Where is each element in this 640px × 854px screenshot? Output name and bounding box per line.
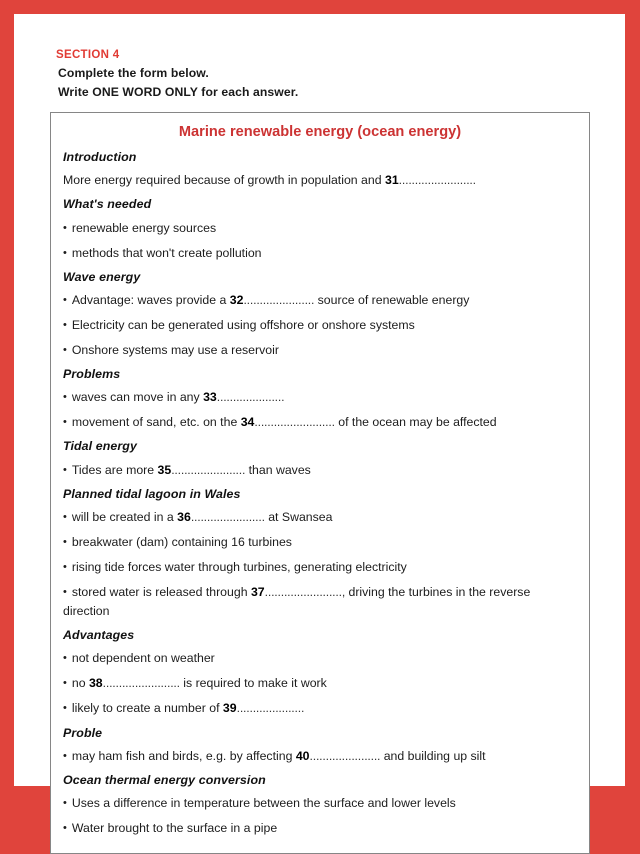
question-number: 31 [384,173,399,188]
answer-blank[interactable]: ....................... [171,462,246,477]
form-section-heading: Proble [63,725,103,740]
form-body [63,146,577,841]
answer-blank[interactable]: ......................... [254,415,335,430]
form-section-heading: Wave energy [63,269,141,284]
question-number: 38 [88,676,103,691]
form-bullet-item [63,216,577,241]
answer-blank[interactable]: ........................, [264,585,346,600]
section-label: SECTION 4 [56,49,120,61]
page-sheet [14,14,625,836]
answer-blank[interactable]: ...................... [243,293,315,307]
form-bullet-item [63,288,577,313]
item-text: likely to create a number of [71,701,223,716]
form-section-heading: Tidal energy [63,439,137,454]
form-section-heading: Advantages [63,628,135,643]
answer-blank[interactable]: ........................ [398,173,476,188]
item-text: may ham fish and birds, e.g. by affecting [71,748,296,763]
question-number: 37 [250,585,265,600]
answer-blank[interactable]: ....................... [190,509,265,524]
item-text: Electricity can be generated using offshore or onshore systems [71,318,415,333]
form-bullet-item [63,410,577,435]
item-text: breakwater (dam) containing 16 turbines [71,534,292,549]
item-text: and building up silt [380,748,486,763]
form-bullet-item [63,671,577,696]
item-text: no [71,676,89,691]
form-title: Marine renewable energy (ocean energy) [178,124,462,141]
form-section-heading: What's needed [63,197,152,212]
answer-blank[interactable]: ...................... [309,748,381,763]
form-bullet-item [63,530,577,555]
question-number: 36 [177,509,191,524]
question-number: 35 [157,462,172,477]
item-text: movement of sand, etc. on the [71,415,241,430]
item-text: Water brought to the surface in a pipe [71,821,278,836]
item-text: waves can move in any [71,390,204,405]
item-text: Onshore systems may use a reservoir [71,343,279,358]
form-bullet-item [63,555,577,580]
item-text: rising tide forces water through turbines, generating electricity [71,560,407,575]
item-text: will be created in a [71,509,178,524]
form-section-heading: Ocean thermal energy conversion [63,772,266,787]
item-text: not dependent on weather [71,651,215,666]
item-text: driving the turbines in the reverse direction [63,585,531,619]
answer-blank[interactable]: ........................ [102,676,180,691]
form-bullet-item [63,241,577,266]
heading-block [14,14,625,103]
item-text: of the ocean may be affected [334,415,497,430]
instruction-line-1: Complete the form below. [58,65,209,80]
form-section-heading: Introduction [63,150,137,165]
form-bullet-item [63,458,577,483]
question-number: 33 [203,390,217,405]
form-section-heading: Planned tidal lagoon in Wales [63,486,241,501]
item-text: than waves [245,462,311,477]
form-bullet-item [63,313,577,338]
item-text: stored water is released through [71,585,251,600]
form-bullet-item [63,580,577,624]
item-text: More energy required because of growth in population and [63,173,385,188]
answer-blank[interactable]: ..................... [216,390,285,405]
question-number: 40 [295,748,310,763]
item-text: source of renewable energy [314,293,470,307]
form-bullet-item [63,385,577,410]
item-text: methods that won't create pollution [71,245,262,260]
item-text: Uses a difference in temperature between the surface and lower levels [71,796,456,811]
form-bullet-item [63,696,577,721]
form-bullet-item [63,791,577,816]
question-number: 39 [222,701,237,716]
item-text: renewable energy sources [71,220,217,235]
form-bullet-item [63,816,577,841]
form-bullet-item [63,338,577,363]
item-text: at Swansea [264,509,333,524]
form-section-heading: Problems [63,367,121,382]
form-bullet-item [63,646,577,671]
item-text: Tides are more [71,462,158,477]
item-text: is required to make it work [179,676,327,691]
form-bullet-item [63,505,577,530]
form-box [50,112,590,854]
question-number: 32 [229,293,244,307]
question-number: 34 [240,415,255,430]
instruction-line-2: Write ONE WORD ONLY for each answer. [58,85,299,100]
form-text-item [63,168,577,193]
answer-blank[interactable]: ..................... [236,701,305,716]
item-text: Advantage: waves provide a [71,293,230,307]
form-bullet-item [63,744,577,769]
